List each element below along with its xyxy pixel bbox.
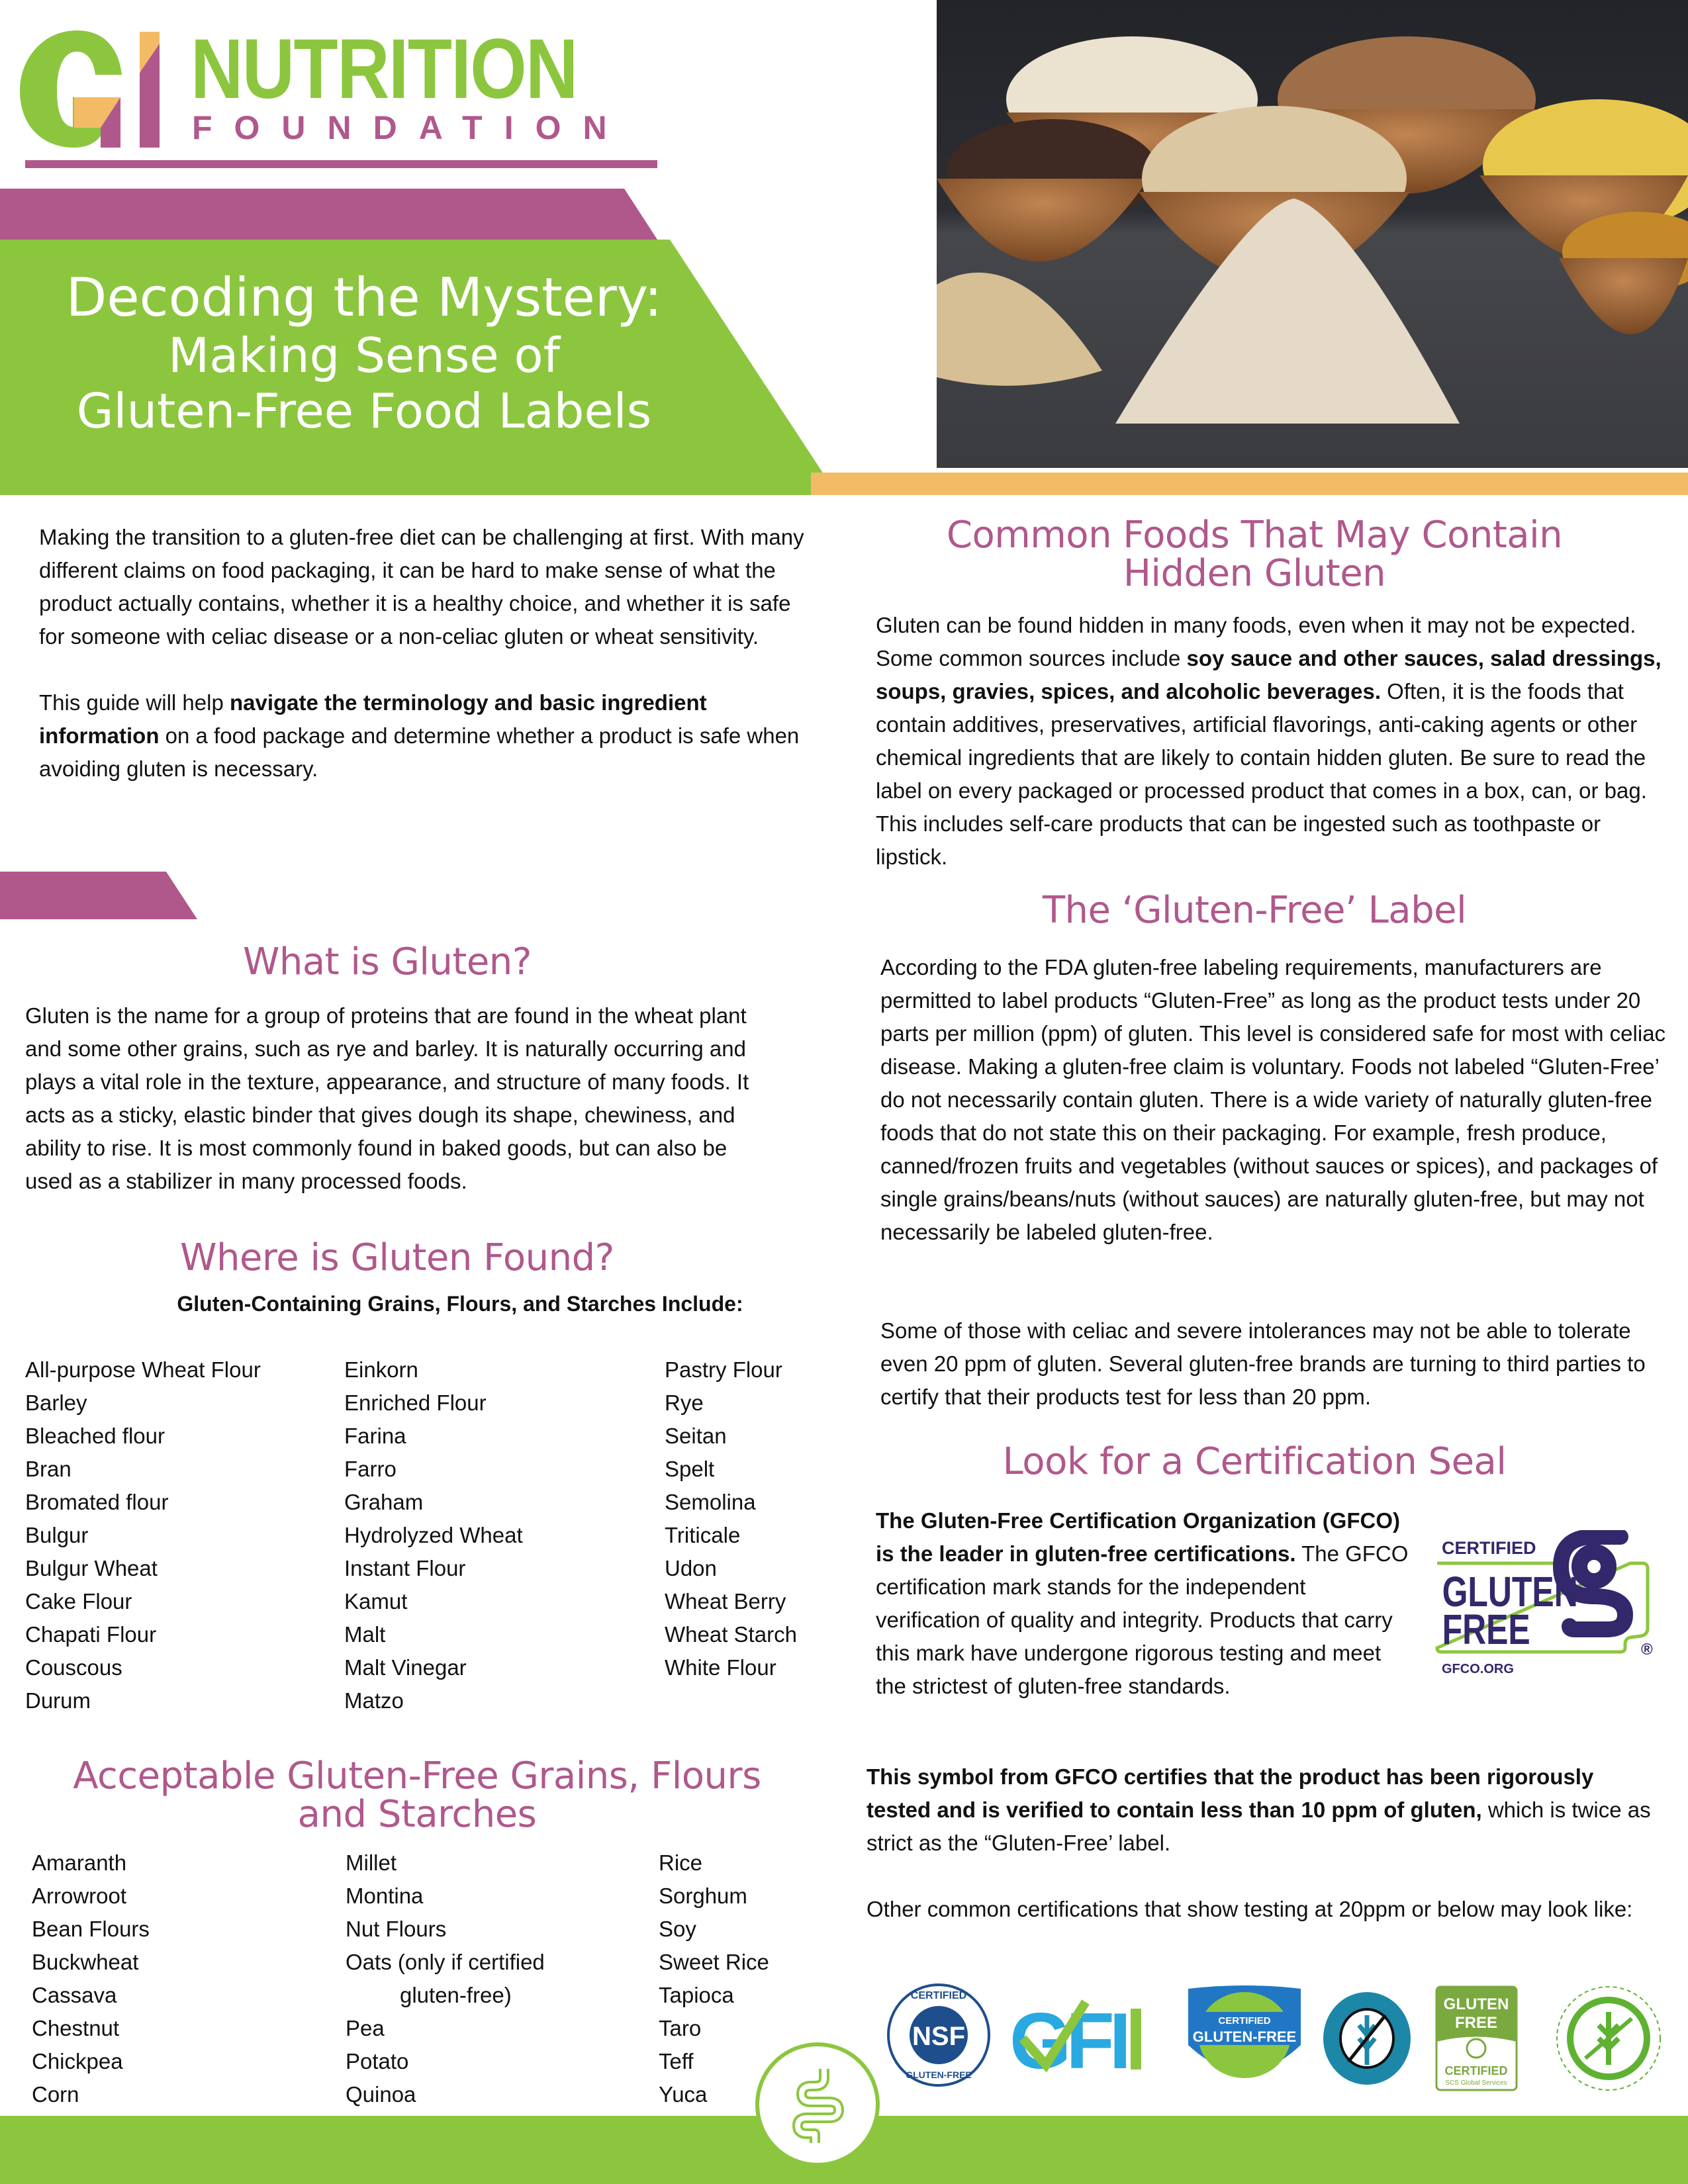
scs-gluten-free-certified-logo: [1435, 1985, 1518, 2094]
svg-text:FREE: FREE: [1454, 2014, 1498, 2032]
svg-text:FREE: FREE: [1442, 1606, 1530, 1654]
glutenfreecert-logo: [1185, 1985, 1304, 2094]
section-tab-shape: [0, 872, 199, 919]
list-item: Hydrolyzed Wheat: [344, 1523, 523, 1547]
logo-foundation-text: FOUNDATION: [192, 109, 629, 146]
list-item: Malt Vinegar: [344, 1655, 467, 1680]
list-item: Rye: [665, 1390, 704, 1415]
list-item: Bulgur: [25, 1523, 89, 1547]
list-item: Amaranth: [32, 1850, 127, 1875]
footer-badge: [755, 2042, 880, 2167]
list-item: Farina: [344, 1424, 406, 1448]
gluten-free-label-body-2: Some of those with celiac and severe intolerances may not be able to tolerate even 20 ppm of gluten. Several gluten-free brands are turning to third parties to certify that their products test for less than 20 ppm.: [880, 1318, 1646, 1409]
list-item: Udon: [665, 1556, 717, 1580]
list-item: Chapati Flour: [25, 1622, 157, 1647]
list-item: Semolina: [665, 1490, 756, 1514]
acceptable-list-col-2: [346, 1846, 545, 2111]
list-item: Bran: [25, 1457, 71, 1481]
intro-section: [39, 521, 820, 786]
other-certifications-text: Other common certifications that show testing at 20ppm or below may look like:: [867, 1897, 1633, 1921]
acceptable-list-col-1: [32, 1846, 150, 2111]
list-item: Sweet Rice: [659, 1950, 769, 1974]
list-item: Bromated flour: [25, 1490, 169, 1514]
hidden-gluten-heading: Common Foods That May Contain Hidden Gluten: [946, 514, 1563, 595]
list-item: Couscous: [25, 1655, 122, 1680]
list-item: Potato: [346, 2049, 409, 2073]
list-item: Corn: [32, 2082, 79, 2107]
list-item: Einkorn: [344, 1357, 418, 1382]
list-item: Barley: [25, 1390, 87, 1415]
list-item: Rice: [659, 1850, 703, 1875]
gfi-certified-logo: [1009, 1999, 1149, 2081]
list-item: Cake Flour: [25, 1589, 132, 1614]
list-item: Graham: [344, 1490, 424, 1514]
list-item: Wheat Starch: [665, 1622, 797, 1647]
list-item: Montina: [346, 1884, 424, 1908]
certification-heading: Look for a Certification Seal: [1002, 1440, 1507, 1483]
list-item: Bleached flour: [25, 1424, 165, 1448]
list-item: Malt: [344, 1622, 386, 1647]
svg-text:CERTIFIED: CERTIFIED: [1444, 2064, 1508, 2077]
svg-text:GLUTEN: GLUTEN: [1443, 1995, 1509, 2013]
svg-text:SCS Global Services: SCS Global Services: [1445, 2079, 1507, 2087]
gluten-list-col-1: [25, 1353, 261, 1717]
gfco-symbol-paragraph: This symbol from GFCO certifies that the product has been rigorously tested and is verified to contain less than 10 ppm of gluten, which is twice as strict as the “Gluten-Free’ label.: [867, 1764, 1651, 1855]
list-item: Teff: [659, 2049, 694, 2073]
list-item: Wheat Berry: [665, 1589, 786, 1614]
logo-nutrition-text: NUTRITION: [191, 22, 577, 116]
list-item: Spelt: [665, 1457, 715, 1481]
svg-text:NSF: NSF: [912, 2022, 965, 2051]
list-item: Cassava: [32, 1983, 117, 2007]
svg-text:GLUTEN-FREE: GLUTEN-FREE: [1192, 2028, 1297, 2045]
intestine-icon: [783, 2066, 852, 2146]
list-item: Matzo: [344, 1688, 404, 1713]
list-item: Soy: [659, 1917, 696, 1941]
gluten-list-col-3: [665, 1353, 797, 1684]
list-item: Triticale: [665, 1523, 741, 1547]
list-item: Bean Flours: [32, 1917, 150, 1941]
list-item: Nut Flours: [346, 1917, 447, 1941]
certified-gluten-free-wheat-logo: [1321, 1989, 1413, 2091]
svg-text:CERTIFIED: CERTIFIED: [1218, 2015, 1271, 2026]
list-item: Instant Flour: [344, 1556, 466, 1580]
page-title: Decoding the Mystery: Making Sense of Gluten-Free Food Labels: [66, 267, 663, 439]
list-item: Oats (only if certified: [346, 1950, 545, 1974]
what-is-gluten-heading: What is Gluten?: [242, 940, 532, 983]
gluten-list-col-2: [344, 1353, 523, 1717]
list-item: Chestnut: [32, 2016, 120, 2040]
svg-text:GFI: GFI: [1009, 1999, 1126, 2078]
gfco-certified-gluten-free-logo: [1432, 1530, 1664, 1676]
list-item: Buckwheat: [32, 1950, 139, 1974]
list-item: Chickpea: [32, 2049, 123, 2073]
list-item: Pea: [346, 2016, 385, 2040]
gluten-containing-subheading: Gluten-Containing Grains, Flours, and Starches Include:: [177, 1292, 743, 1316]
svg-text:CERTIFIED: CERTIFIED: [910, 1990, 967, 2001]
acceptable-list-col-3: [659, 1846, 769, 2111]
svg-text:GLUTEN-FREE: GLUTEN-FREE: [906, 2070, 972, 2080]
list-item: Seitan: [665, 1424, 727, 1448]
list-item: Yuca: [659, 2082, 708, 2107]
intro-paragraph-1: Making the transition to a gluten-free diet can be challenging at first. With many different claims on food packaging, it can be hard to make sense of what the product actually contains, whether it is a healthy choice, and whether it is safe for someone with celiac disease or a non-celiac gluten or wheat sensitivity.: [39, 525, 804, 649]
gluten-free-label-heading: The ‘Gluten-Free’ Label: [1042, 889, 1467, 932]
hero-photo-grains: [937, 0, 1688, 468]
svg-text:CERTIFIED: CERTIFIED: [1442, 1538, 1536, 1558]
svg-text:®: ®: [1641, 1641, 1653, 1659]
hidden-gluten-body: Gluten can be found hidden in many foods, even when it may not be expected. Some common sources include soy sauce and other sauces, salad dressings, soups, gravies, spices, and alcoholic beverages. Often, it is the foods that contain additives, preservatives, artificial flavorings, anti-caking agents or other chemical ingredients that are likely to contain hidden gluten. Be sure to read the label on every packaged or processed product that comes in a box, can, or bag. This includes self-care products that can be ingested such as toothpaste or lipstick.: [876, 613, 1662, 869]
list-item: Farro: [344, 1457, 397, 1481]
gfco-paragraph: The Gluten-Free Certification Organization (GFCO) is the leader in gluten-free certifications. The GFCO certification mark stands for the independent verification of quality and integrity. Products that carry this mark have undergone rigorous testing and meet the strictest of gluten-free standards.: [876, 1508, 1409, 1698]
list-item: Quinoa: [346, 2082, 416, 2107]
list-item: Kamut: [344, 1589, 408, 1614]
intro-paragraph-2: This guide will help navigate the terminology and basic ingredient information on a food package and determine whether a product is safe when avoiding gluten is necessary.: [39, 690, 800, 781]
list-item: gluten-free): [400, 1983, 512, 2007]
svg-text:GLUTEN: GLUTEN: [1442, 1569, 1578, 1616]
orange-divider-stripe: [811, 473, 1688, 495]
list-item: Pastry Flour: [665, 1357, 782, 1382]
acceptable-grains-heading: Acceptable Gluten-Free Grains, Flours and Starches: [73, 1754, 761, 1836]
list-item: Enriched Flour: [344, 1390, 487, 1415]
nsf-certified-logo: [886, 1979, 992, 2094]
where-is-gluten-heading: Where is Gluten Found?: [180, 1236, 614, 1279]
what-is-gluten-body: Gluten is the name for a group of proteins that are found in the wheat plant and some other grains, such as rye and barley. It is naturally occurring and plays a vital role in the texture, appearance, and structure of many foods. It acts as a sticky, elastic binder that gives dough its shape, chewiness, and ability to rise. It is most commonly found in baked goods, but can also be used as a stabilizer in many processed foods.: [25, 1003, 749, 1193]
gluten-free-label-body: According to the FDA gluten-free labeling requirements, manufacturers are permitted to label products “Gluten-Free” as long as the product tests under 20 parts per million (ppm) of gluten. This level is considered safe for most with celiac disease. Making a gluten-free claim is voluntary. Foods not labeled “Gluten-Free’ do not necessarily contain gluten. There is a wide variety of naturally gluten-free foods that do not state this on their packaging. For example, fresh produce, canned/frozen fruits and vegetables (without sauces or spices), and packages of single grains/beans/nuts (without sauces) are naturally gluten-free, but may not necessarily be labeled gluten-free.: [880, 955, 1666, 1244]
list-item: Taro: [659, 2016, 702, 2040]
list-item: White Flour: [665, 1655, 776, 1680]
svg-text:GFCO.ORG: GFCO.ORG: [1442, 1662, 1514, 1676]
list-item: Arrowroot: [32, 1884, 127, 1908]
nfca-certified-gluten-free-logo: [1552, 1982, 1665, 2097]
list-item: Bulgur Wheat: [25, 1556, 158, 1580]
list-item: Tapioca: [659, 1983, 734, 2007]
list-item: All-purpose Wheat Flour: [25, 1357, 261, 1382]
list-item: Millet: [346, 1850, 397, 1875]
list-item: Durum: [25, 1688, 91, 1713]
list-item: Sorghum: [659, 1884, 747, 1908]
